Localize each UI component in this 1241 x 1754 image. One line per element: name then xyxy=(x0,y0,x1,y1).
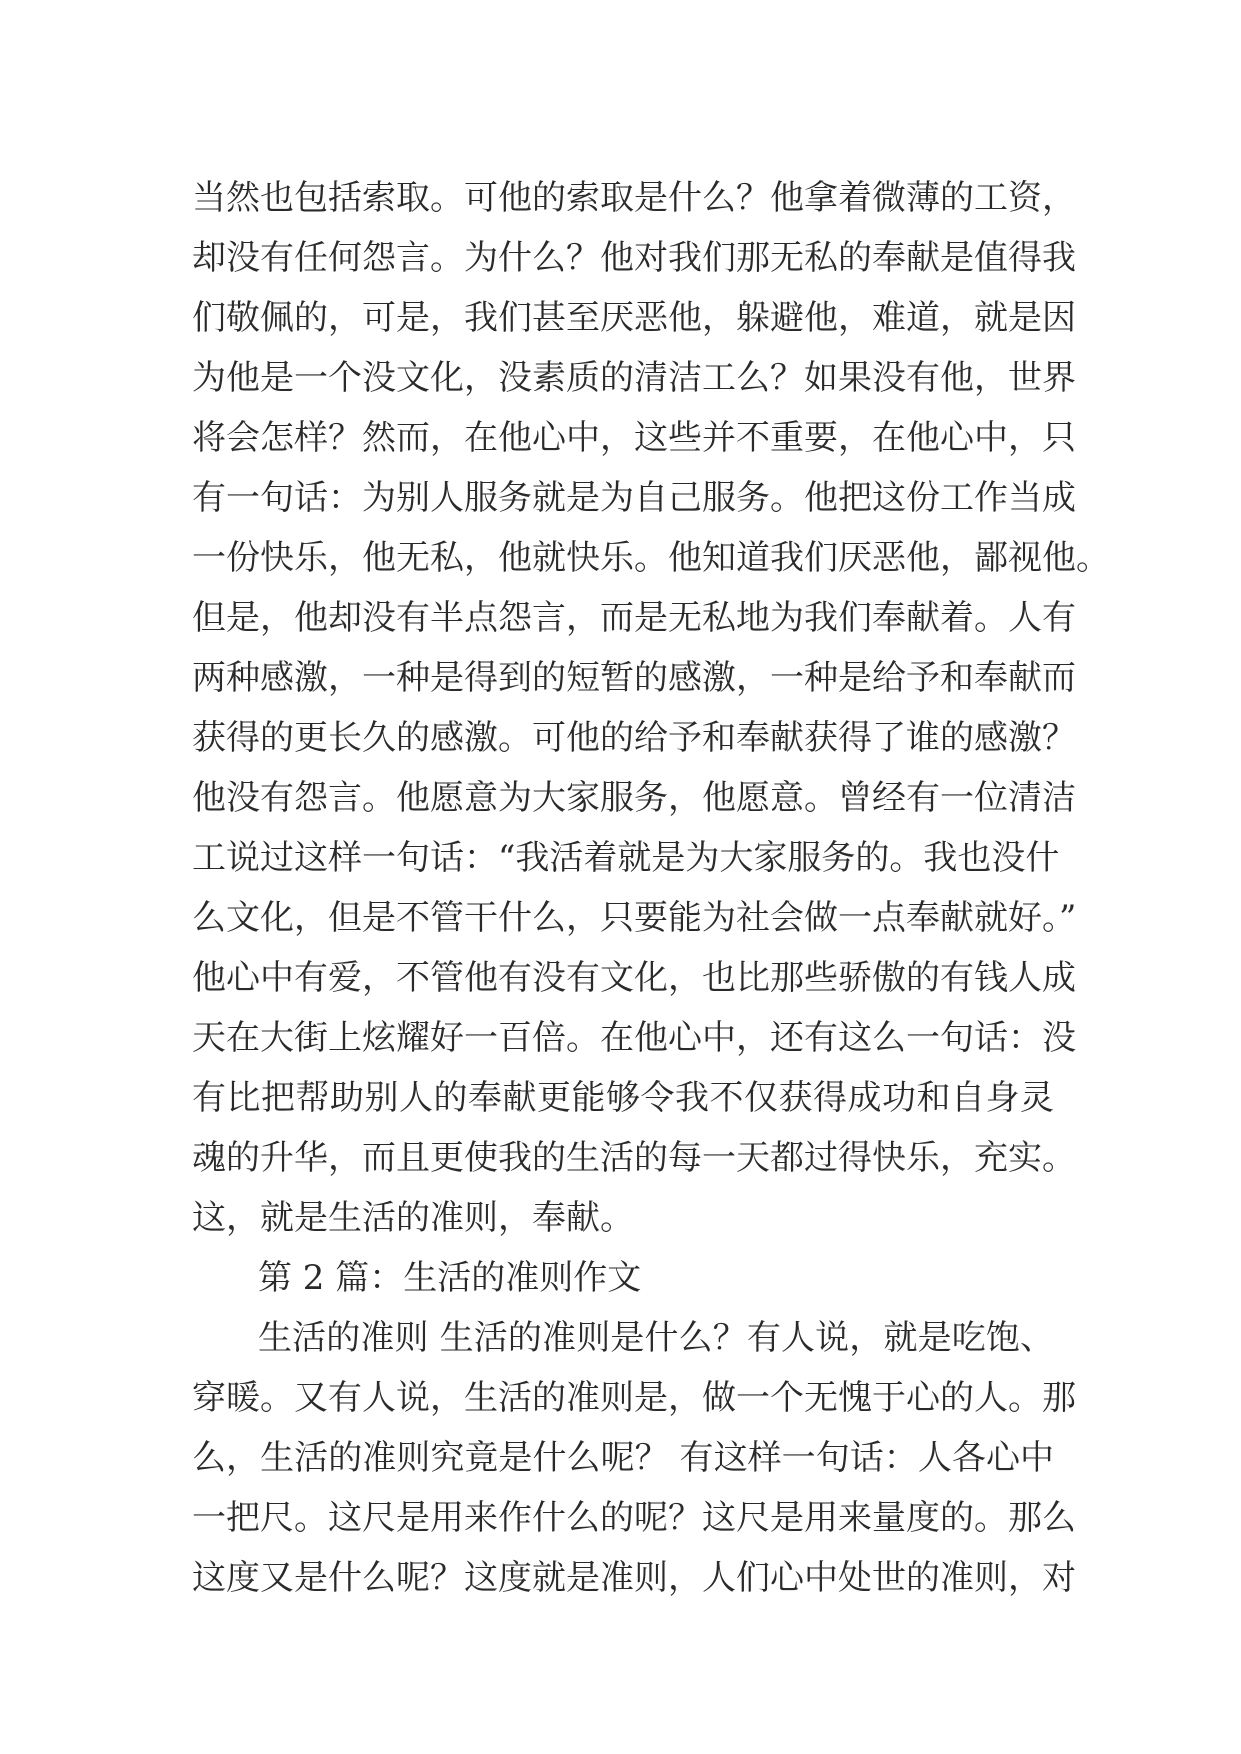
paragraph-line: 他心中有爱，不管他有没有文化，也比那些骄傲的有钱人成 xyxy=(192,958,1076,998)
paragraph-line: 穿暖。又有人说，生活的准则是，做一个无愧于心的人。那 xyxy=(192,1378,1076,1418)
paragraph-line: 这度又是什么呢？这度就是准则，人们心中处世的准则，对 xyxy=(192,1558,1076,1598)
paragraph-line: 天在大街上炫耀好一百倍。在他心中，还有这么一句话：没 xyxy=(192,1018,1076,1058)
section-heading: 第 2 篇：生活的准则作文 xyxy=(258,1258,642,1298)
paragraph-line: 么文化，但是不管干什么，只要能为社会做一点奉献就好。” xyxy=(192,898,1077,938)
paragraph-line: 将会怎样？然而，在他心中，这些并不重要，在他心中，只 xyxy=(192,418,1076,458)
paragraph-line: 魂的升华，而且更使我的生活的每一天都过得快乐，充实。 xyxy=(192,1138,1076,1178)
paragraph-line: 有一句话：为别人服务就是为自己服务。他把这份工作当成 xyxy=(192,478,1076,518)
paragraph-line: 为他是一个没文化，没素质的清洁工么？如果没有他，世界 xyxy=(192,358,1076,398)
paragraph-line: 一把尺。这尺是用来作什么的呢？这尺是用来量度的。那么 xyxy=(192,1498,1076,1538)
paragraph-line: 当然也包括索取。可他的索取是什么？他拿着微薄的工资， xyxy=(192,178,1076,218)
paragraph-line: 工说过这样一句话：“我活着就是为大家服务的。我也没什 xyxy=(192,838,1060,878)
paragraph-line: 两种感激，一种是得到的短暂的感激，一种是给予和奉献而 xyxy=(192,658,1076,698)
paragraph-line: 但是，他却没有半点怨言，而是无私地为我们奉献着。人有 xyxy=(192,598,1076,638)
paragraph-line: 获得的更长久的感激。可他的给予和奉献获得了谁的感激？ xyxy=(192,718,1076,758)
paragraph-line: 却没有任何怨言。为什么？他对我们那无私的奉献是值得我 xyxy=(192,238,1076,278)
paragraph-line: 生活的准则 生活的准则是什么？有人说，就是吃饱、 xyxy=(258,1318,1054,1358)
document-body xyxy=(192,168,1110,1608)
paragraph-line: 一份快乐，他无私，他就快乐。他知道我们厌恶他，鄙视他。 xyxy=(192,538,1110,578)
paragraph-line: 有比把帮助别人的奉献更能够令我不仅获得成功和自身灵 xyxy=(192,1078,1054,1118)
paragraph-line: 这，就是生活的准则，奉献。 xyxy=(192,1198,634,1238)
paragraph-line: 他没有怨言。他愿意为大家服务，他愿意。曾经有一位清洁 xyxy=(192,778,1076,818)
paragraph-line: 么，生活的准则究竟是什么呢？ 有这样一句话：人各心中 xyxy=(192,1438,1054,1478)
paragraph-line: 们敬佩的，可是，我们甚至厌恶他，躲避他，难道，就是因 xyxy=(192,298,1076,338)
